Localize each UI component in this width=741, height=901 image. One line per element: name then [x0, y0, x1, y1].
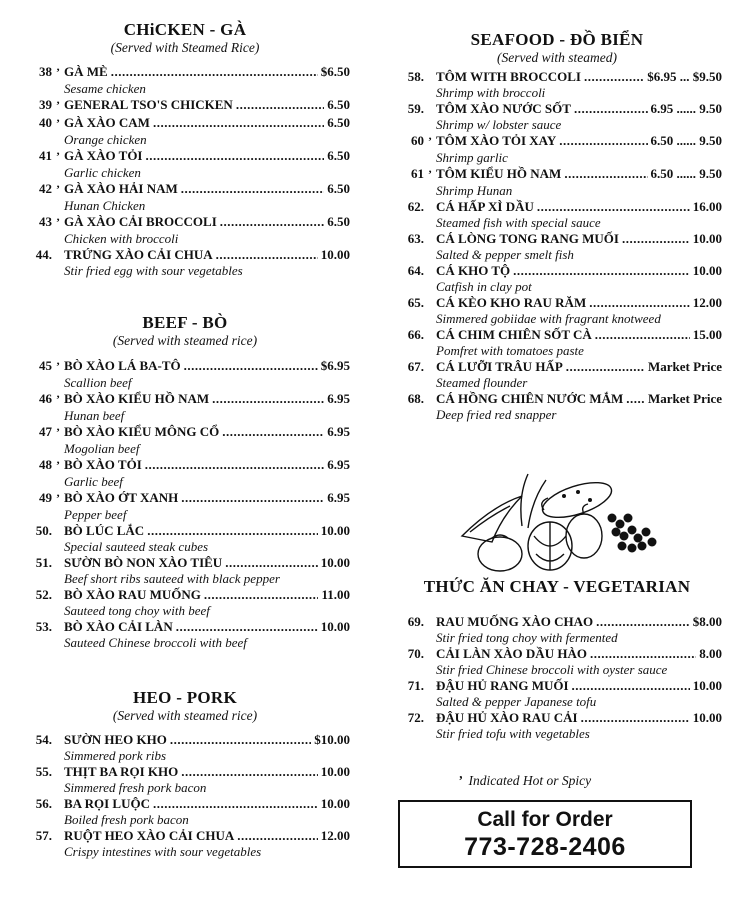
- item-list: [392, 613, 722, 741]
- item-name: BÒ XÀO ỚT XANH: [64, 490, 179, 505]
- dot-leader: [146, 147, 325, 164]
- dot-leader: [537, 198, 690, 215]
- item-price: $6.95 ... $9.50: [647, 69, 722, 84]
- hot-pepper-icon: ’: [56, 491, 60, 505]
- item-name: THỊT BA RỌI KHO: [64, 764, 179, 779]
- menu-item: [20, 554, 350, 571]
- dot-leader: [559, 132, 647, 149]
- item-description: Simmered pork ribs: [64, 748, 167, 763]
- item-description: Sauteed tong choy with beef: [64, 603, 210, 618]
- menu-item: [392, 100, 722, 117]
- hot-pepper-icon: ’: [56, 215, 60, 229]
- scallion-shape: [521, 474, 546, 528]
- item-number: 43: [39, 214, 52, 229]
- item-name: BÒ XÀO CẢI LÀN: [64, 619, 173, 634]
- item-price: 6.50: [327, 115, 350, 130]
- call-label: Call for Order: [477, 808, 613, 831]
- item-number: 71.: [407, 678, 424, 693]
- item-name: CÁ HẤP XÌ DẦU: [436, 199, 534, 214]
- hot-pepper-icon: ’: [56, 359, 60, 373]
- menu-item: [20, 731, 350, 748]
- dot-leader: [153, 114, 324, 131]
- item-number: 51.: [35, 555, 52, 570]
- dot-leader: [212, 390, 324, 407]
- item-number: 38: [39, 64, 52, 79]
- section-title: BEEF - BÒ: [142, 313, 228, 332]
- menu-item: [392, 613, 722, 630]
- dot-leader: [147, 522, 318, 539]
- item-description: Chicken with broccoli: [64, 231, 179, 246]
- item-number: 70.: [407, 646, 424, 661]
- item-name: TÔM XÀO TỎI XAY: [436, 133, 557, 148]
- item-description: Shrimp w/ lobster sauce: [436, 117, 562, 132]
- item-price: 10.00: [692, 263, 722, 278]
- item-price: 10.00: [320, 247, 350, 262]
- hot-pepper-icon: ’: [56, 182, 60, 196]
- item-name: BA RỌI LUỘC: [64, 796, 150, 811]
- eggplant-shape: [538, 476, 615, 525]
- item-name: SƯỜN BÒ NON XÀO TIÊU: [64, 555, 223, 570]
- item-name: BÒ XÀO KIỂU HỒ NAM: [64, 391, 210, 406]
- item-name: CÁ CHIM CHIÊN SỐT CÀ: [436, 327, 592, 342]
- dot-leader: [222, 423, 324, 440]
- legend-text: Indicated Hot or Spicy: [468, 773, 592, 788]
- section-chicken: [20, 20, 350, 278]
- item-price: $6.50: [320, 64, 350, 79]
- dot-leader: [237, 827, 318, 844]
- item-number: 66.: [407, 327, 424, 342]
- menu-item: [20, 246, 350, 263]
- item-price: 10.00: [320, 796, 350, 811]
- item-price: $10.00: [314, 732, 350, 747]
- dot-leader: [220, 213, 324, 230]
- section-title: THỨC ĂN CHAY - VEGETARIAN: [423, 577, 691, 596]
- item-list: [20, 357, 350, 650]
- item-description: Shrimp garlic: [436, 150, 508, 165]
- item-number: 62.: [407, 199, 424, 214]
- item-description: Deep fried red snapper: [436, 407, 557, 422]
- item-name: BÒ XÀO RAU MUỐNG: [64, 587, 201, 602]
- section-subtitle: (Served with steamed rice): [112, 708, 258, 723]
- section-title: CHiCKEN - GÀ: [123, 20, 247, 39]
- menu-item: [20, 489, 350, 507]
- item-description: Stir fried egg with sour vegetables: [64, 263, 243, 278]
- item-name: ĐẬU HỦ XÀO RAU CẢI: [436, 710, 578, 725]
- item-name: RUỘT HEO XÀO CẢI CHUA: [64, 828, 235, 843]
- tomato-shape: [478, 537, 522, 571]
- item-name: BÒ XÀO TỎI: [64, 457, 142, 472]
- item-number: 46: [39, 391, 52, 406]
- item-description: Simmered gobiidae with fragrant knotweed: [436, 311, 661, 326]
- dot-leader: [184, 357, 318, 374]
- item-price: $6.95: [320, 358, 350, 373]
- item-description: Sesame chicken: [64, 81, 146, 96]
- item-description: Salted & pepper smelt fish: [436, 247, 574, 262]
- call-for-order-box: [398, 800, 692, 868]
- menu-item: [392, 262, 722, 279]
- item-name: GÀ XÀO TỎI: [64, 148, 143, 163]
- item-name: RAU MUỐNG XÀO CHAO: [436, 614, 594, 629]
- menu-item: [392, 165, 722, 183]
- menu-item: [392, 709, 722, 726]
- item-price: 10.00: [320, 764, 350, 779]
- item-description: Shrimp Hunan: [436, 183, 513, 198]
- item-description: Catfish in clay pot: [436, 279, 532, 294]
- item-description: Stir fried tofu with vegetables: [436, 726, 590, 741]
- dot-leader: [596, 613, 690, 630]
- menu-item: [20, 213, 350, 231]
- menu-item: [20, 390, 350, 408]
- dot-leader: [236, 96, 324, 113]
- item-description: Hunan Chicken: [64, 198, 146, 213]
- item-price: 6.95 ...... 9.50: [650, 101, 722, 116]
- item-number: 53.: [35, 619, 52, 634]
- hot-pepper-icon: ’: [56, 65, 60, 79]
- item-description: Shrimp with broccoli: [436, 85, 546, 100]
- dot-leader: [176, 618, 318, 635]
- dot-leader: [181, 489, 324, 506]
- item-description: Beef short ribs sauteed with black pepper: [64, 571, 280, 586]
- item-number: 72.: [407, 710, 424, 725]
- menu-item: [392, 294, 722, 311]
- item-number: 49: [39, 490, 52, 505]
- menu-item: [20, 522, 350, 539]
- item-number: 68.: [407, 391, 424, 406]
- leaf-shape: [462, 496, 522, 542]
- item-description: Orange chicken: [64, 132, 147, 147]
- menu-item: [20, 96, 350, 114]
- dot-leader: [590, 645, 696, 662]
- item-price: 6.50: [327, 97, 350, 112]
- item-price: 6.50: [327, 148, 350, 163]
- dot-leader: [204, 586, 319, 603]
- section-vegetarian: [392, 577, 722, 741]
- item-price: $8.00: [692, 614, 722, 629]
- item-description: Mogolian beef: [64, 441, 140, 456]
- dot-leader: [622, 230, 690, 247]
- menu-item: [20, 63, 350, 81]
- item-description: Stir fried tong choy with fermented: [436, 630, 618, 645]
- dot-leader: [225, 554, 318, 571]
- item-description: Pomfret with tomatoes paste: [436, 343, 584, 358]
- menu-item: [20, 827, 350, 844]
- item-number: 44.: [35, 247, 52, 262]
- item-description: Special sauteed steak cubes: [64, 539, 209, 554]
- item-number: 57.: [35, 828, 52, 843]
- item-name: CẢI LÀN XÀO DẦU HÀO: [436, 646, 587, 661]
- item-number: 48: [39, 457, 52, 472]
- item-number: 42: [39, 181, 52, 196]
- menu-item: [392, 645, 722, 662]
- item-number: 45: [39, 358, 52, 373]
- dot-leader: [216, 246, 318, 263]
- menu-item: [20, 147, 350, 165]
- item-price: 10.00: [692, 231, 722, 246]
- dot-leader: [589, 294, 690, 311]
- menu-item: [392, 358, 722, 375]
- item-name: CÁ LÒNG TONG RANG MUỐI: [436, 231, 619, 246]
- item-price: 10.00: [320, 555, 350, 570]
- dot-leader: [595, 326, 690, 343]
- vegetable-illustration: [452, 466, 662, 576]
- item-number: 59.: [407, 101, 424, 116]
- item-number: 52.: [35, 587, 52, 602]
- item-list: [20, 731, 350, 859]
- item-price: 8.00: [699, 646, 722, 661]
- section-subtitle: (Served with steamed): [497, 50, 617, 65]
- item-price: 10.00: [320, 523, 350, 538]
- dot-leader: [581, 709, 690, 726]
- item-number: 65.: [407, 295, 424, 310]
- section-beef: [20, 313, 350, 650]
- item-price: 6.50 ...... 9.50: [650, 166, 722, 181]
- section-title: SEAFOOD - ĐỒ BIỂN: [470, 30, 644, 49]
- item-price: 16.00: [692, 199, 722, 214]
- item-price: 6.95: [327, 391, 350, 406]
- item-price: 12.00: [692, 295, 722, 310]
- item-number: 40: [39, 115, 52, 130]
- menu-item: [20, 795, 350, 812]
- item-price: 10.00: [692, 710, 722, 725]
- hot-pepper-icon: ’: [56, 392, 60, 406]
- dot-leader: [111, 63, 318, 80]
- item-number: 64.: [407, 263, 424, 278]
- item-price: 6.95: [327, 424, 350, 439]
- item-name: TRỨNG XÀO CẢI CHUA: [64, 247, 213, 262]
- section-subtitle: (Served with steamed rice): [112, 333, 258, 348]
- menu-item: [20, 357, 350, 375]
- menu-item: [20, 423, 350, 441]
- item-description: Steamed fish with special sauce: [436, 215, 601, 230]
- item-number: 56.: [35, 796, 52, 811]
- item-price: 10.00: [692, 678, 722, 693]
- item-name: BÒ XÀO LÁ BA-TÔ: [64, 358, 181, 373]
- section-seafood: [392, 30, 722, 422]
- menu-item: [20, 114, 350, 132]
- item-name: ĐẬU HỦ RANG MUỐI: [436, 678, 569, 693]
- menu-item: [392, 390, 722, 407]
- item-description: Hunan beef: [64, 408, 125, 423]
- menu-item: [20, 180, 350, 198]
- item-description: Steamed flounder: [436, 375, 528, 390]
- menu-item: [20, 586, 350, 603]
- item-name: TÔM WITH BROCCOLI: [436, 69, 581, 84]
- menu-item: [20, 763, 350, 780]
- dot-leader: [574, 100, 648, 117]
- item-name: BÒ XÀO KIỂU MÔNG CỔ: [64, 424, 220, 439]
- dot-leader: [153, 795, 318, 812]
- hot-legend: [458, 773, 591, 789]
- hot-pepper-icon: ’: [458, 773, 463, 788]
- dot-leader: [584, 68, 644, 85]
- item-name: TÔM KIỂU HỒ NAM: [436, 166, 562, 181]
- item-name: TÔM XÀO NƯỚC SỐT: [436, 101, 571, 116]
- item-description: Boiled fresh pork bacon: [64, 812, 189, 827]
- item-name: GÀ XÀO CAM: [64, 115, 150, 130]
- item-description: Pepper beef: [64, 507, 127, 522]
- item-description: Crispy intestines with sour vegetables: [64, 844, 262, 859]
- item-name: CÁ LƯỠI TRÂU HẤP: [436, 359, 563, 374]
- item-description: Sauteed Chinese broccoli with beef: [64, 635, 247, 650]
- item-price: 10.00: [320, 619, 350, 634]
- hot-pepper-icon: ’: [56, 425, 60, 439]
- dot-leader: [181, 763, 317, 780]
- item-number: 58.: [407, 69, 424, 84]
- item-price: 11.00: [321, 587, 350, 602]
- menu-item: [392, 198, 722, 215]
- section-title: HEO - PORK: [132, 688, 238, 707]
- item-description: Garlic beef: [64, 474, 123, 489]
- item-description: Simmered fresh pork bacon: [64, 780, 207, 795]
- menu-item: [392, 326, 722, 343]
- item-description: Scallion beef: [64, 375, 132, 390]
- pepper-shape: [566, 514, 602, 558]
- item-number: 55.: [35, 764, 52, 779]
- item-list: [392, 68, 722, 422]
- item-price: 12.00: [320, 828, 350, 843]
- hot-pepper-icon: ’: [56, 458, 60, 472]
- menu-item: [392, 68, 722, 85]
- dot-leader: [564, 165, 647, 182]
- hot-pepper-icon: ’: [428, 167, 432, 181]
- item-number: 63.: [407, 231, 424, 246]
- item-number: 50.: [35, 523, 52, 538]
- item-description: Garlic chicken: [64, 165, 141, 180]
- item-description: Salted & pepper Japanese tofu: [436, 694, 597, 709]
- hot-pepper-icon: ’: [428, 134, 432, 148]
- item-number: 60: [411, 133, 424, 148]
- item-price: 6.50 ...... 9.50: [650, 133, 722, 148]
- item-price: 6.50: [327, 214, 350, 229]
- dot-leader: [181, 180, 325, 197]
- item-price: 6.50: [327, 181, 350, 196]
- hot-pepper-icon: ’: [56, 116, 60, 130]
- dot-leader: [572, 677, 690, 694]
- item-name: CÁ KÈO KHO RAU RĂM: [436, 295, 587, 310]
- item-price: Market Price: [648, 359, 722, 374]
- item-name: GÀ XÀO CẢI BROCCOLI: [64, 214, 217, 229]
- menu-item: [392, 677, 722, 694]
- item-number: 69.: [407, 614, 424, 629]
- hot-pepper-icon: ’: [56, 98, 60, 112]
- section-subtitle: (Served with Steamed Rice): [110, 40, 260, 55]
- menu-item: [20, 456, 350, 474]
- item-number: 54.: [35, 732, 52, 747]
- menu-item: [20, 618, 350, 635]
- menu-item: [392, 132, 722, 150]
- dot-leader: [626, 390, 645, 407]
- item-price: 15.00: [692, 327, 722, 342]
- item-price: 6.95: [327, 457, 350, 472]
- item-number: 41: [39, 148, 52, 163]
- item-price: Market Price: [648, 391, 722, 406]
- item-number: 61: [411, 166, 424, 181]
- item-name: GÀ MÈ: [64, 64, 108, 79]
- item-number: 47: [39, 424, 52, 439]
- item-name: BÒ LÚC LẮC: [64, 523, 145, 538]
- item-name: CÁ KHO TỘ: [436, 263, 511, 278]
- item-name: GENERAL TSO'S CHICKEN: [64, 97, 233, 112]
- item-number: 39: [39, 97, 52, 112]
- section-pork: [20, 688, 350, 859]
- dot-leader: [170, 731, 311, 748]
- hot-pepper-icon: ’: [56, 149, 60, 163]
- item-name: CÁ HỒNG CHIÊN NƯỚC MẮM: [436, 391, 624, 406]
- item-price: 6.95: [327, 490, 350, 505]
- item-name: SƯỜN HEO KHO: [64, 732, 167, 747]
- menu-item: [392, 230, 722, 247]
- item-description: Stir fried Chinese broccoli with oyster sauce: [436, 662, 668, 677]
- dot-leader: [145, 456, 324, 473]
- item-number: 67.: [407, 359, 424, 374]
- dot-leader: [566, 358, 645, 375]
- item-name: GÀ XÀO HẢI NAM: [64, 181, 178, 196]
- phone-number[interactable]: 773-728-2406: [464, 833, 626, 861]
- item-list: [20, 63, 350, 278]
- dot-leader: [513, 262, 690, 279]
